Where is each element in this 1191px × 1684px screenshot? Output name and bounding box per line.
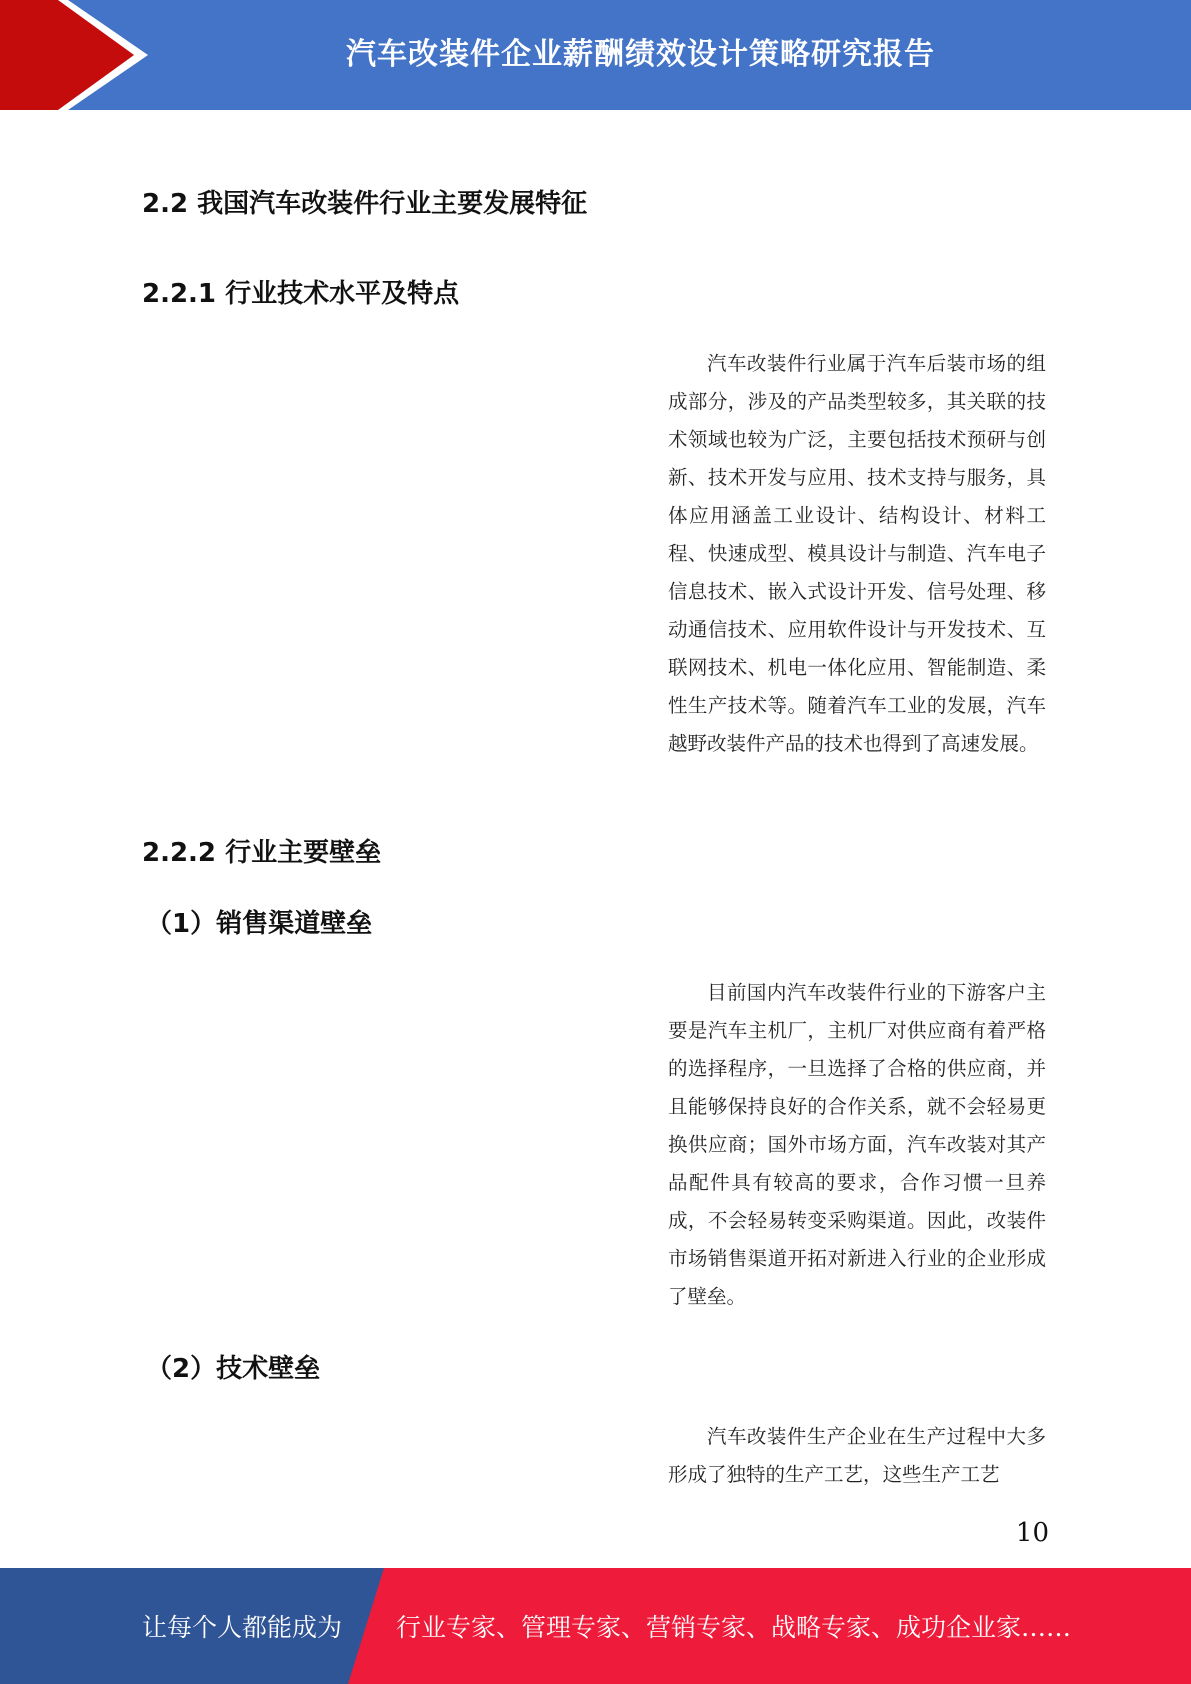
paragraph-sales-barrier: 目前国内汽车改装件行业的下游客户主要是汽车主机厂，主机厂对供应商有着严格的选择程序，一旦选择了合格的供应商，并且能够保持良好的合作关系，就不会轻易更换供应商；国外市场方面，汽车改装对其产品配件具有较高的要求，合作习惯一旦养成，不会轻易转变采购渠道。因此，改装件市场销售渠道开拓对新进入行业的企业形成了壁垒。: [668, 981, 1046, 1308]
section-heading-2-2-1: 2.2.1 行业技术水平及特点: [142, 279, 460, 309]
page-number: 10: [1015, 1518, 1049, 1548]
footer-slogan-left: 让每个人都能成为: [142, 1613, 343, 1642]
page-footer: [0, 1568, 1191, 1684]
paragraph-tech-level: 汽车改装件行业属于汽车后装市场的组成部分，涉及的产品类型较多，其关联的技术领域也较为广泛，主要包括技术预研与创新、技术开发与应用、技术支持与服务，具体应用涵盖工业设计、结构设计、材料工程、快速成型、模具设计与制造、汽车电子信息技术、嵌入式设计开发、信号处理、移动通信技术、应用软件设计与开发技术、互联网技术、机电一体化应用、智能制造、柔性生产技术等。随着汽车工业的发展，汽车越野改装件产品的技术也得到了高速发展。: [668, 352, 1046, 755]
section-heading-2-2: 2.2 我国汽车改装件行业主要发展特征: [142, 189, 588, 219]
footer-slogan-right: 行业专家、管理专家、营销专家、战略专家、成功企业家……: [396, 1613, 1072, 1642]
subheading-sales-barrier: （1）销售渠道壁垒: [146, 909, 373, 939]
report-title: 汽车改装件企业薪酬绩效设计策略研究报告: [346, 37, 935, 72]
page-header: [0, 0, 1191, 110]
section-heading-2-2-2: 2.2.2 行业主要壁垒: [142, 838, 382, 868]
subheading-tech-barrier: （2）技术壁垒: [146, 1354, 321, 1384]
paragraph-tech-barrier: 汽车改装件生产企业在生产过程中大多形成了独特的生产工艺，这些生产工艺: [668, 1425, 1046, 1486]
